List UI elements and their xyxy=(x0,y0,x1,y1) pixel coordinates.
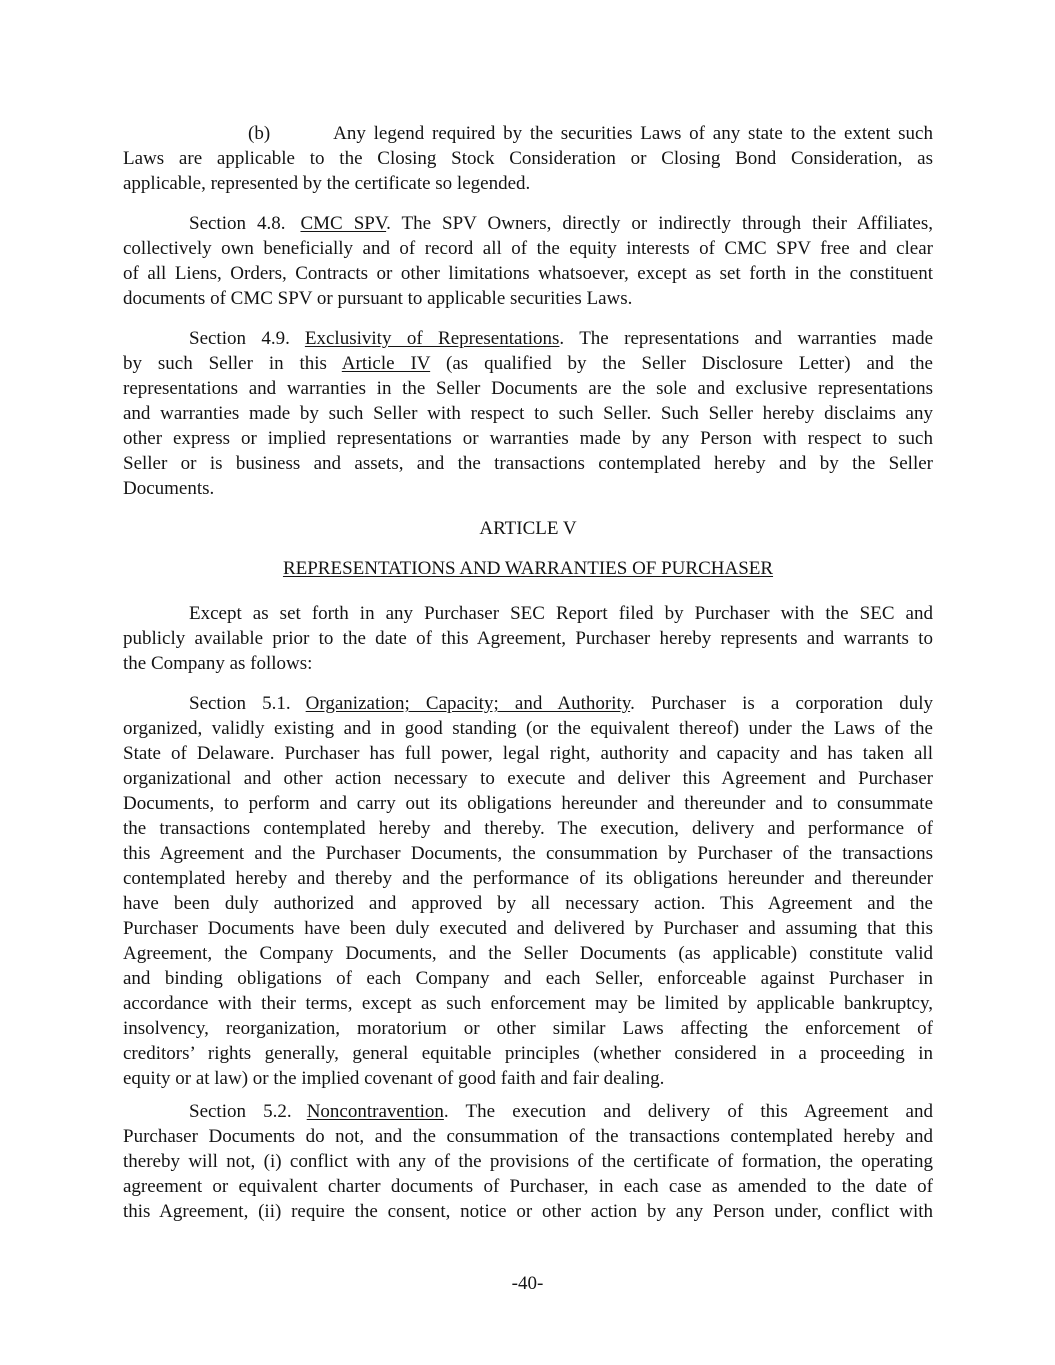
section-4-9 xyxy=(123,326,933,501)
text-segment: Section 5.1. xyxy=(189,693,291,714)
underlined-text: CMC SPV xyxy=(300,213,387,234)
page-number: -40- xyxy=(511,1273,544,1294)
text-line xyxy=(123,1174,933,1199)
text-segment: accordance with their terms, except as such enforcement may be limited by applicable bankruptcy, xyxy=(123,993,933,1014)
text-line xyxy=(123,146,933,171)
text-line xyxy=(123,991,933,1016)
text-segment: and binding obligations of each Company and each Seller, enforceable against Purchaser in xyxy=(123,968,933,989)
text-segment: applicable, represented by the certificate so legended. xyxy=(123,173,531,194)
underlined-text: Organization; Capacity; and Authority xyxy=(305,693,631,714)
text-line xyxy=(123,916,933,941)
underlined-text: Exclusivity of Representations xyxy=(304,328,560,349)
text-line xyxy=(123,691,933,716)
text-segment: organized, validly existing and in good standing (or the equivalent thereof) under the Laws of the xyxy=(123,718,933,739)
text-segment: Section 4.9. xyxy=(189,328,290,349)
text-segment: Purchaser Documents have been duly executed and delivered by Purchaser and assuming that this xyxy=(123,918,933,939)
text-line xyxy=(123,426,933,451)
article-v-heading xyxy=(123,516,933,541)
text-line xyxy=(123,211,933,236)
text-line xyxy=(123,1149,933,1174)
text-segment: Documents, to perform and carry out its obligations hereunder and thereunder and to consummate xyxy=(123,793,933,814)
text-segment: and warranties made by such Seller with respect to such Seller. Such Seller hereby disclaims any xyxy=(123,403,933,424)
paragraph-except xyxy=(123,601,933,676)
text-line xyxy=(123,401,933,426)
text-segment: other express or implied representations or warranties made by any Person with respect to such xyxy=(123,428,933,449)
text-segment: Purchaser Documents do not, and the consummation of the transactions contemplated hereby and xyxy=(123,1126,933,1147)
text-line xyxy=(123,326,933,351)
text-line xyxy=(123,476,933,501)
text-line xyxy=(123,866,933,891)
text-segment: collectively own beneficially and of record all of the equity interests of CMC SPV free and clear xyxy=(123,238,933,259)
section-4-8 xyxy=(123,211,933,311)
text-segment: Laws are applicable to the Closing Stock Consideration or Closing Bond Consideration, as xyxy=(123,148,933,169)
tab-spacer xyxy=(123,138,248,139)
text-segment: Seller or is business and assets, and the transactions contemplated hereby and by the Seller xyxy=(123,453,933,474)
section-5-1 xyxy=(123,691,933,1091)
tab-spacer xyxy=(292,1116,307,1117)
tab-spacer xyxy=(123,1116,189,1117)
text-line xyxy=(123,941,933,966)
text-segment: Except as set forth in any Purchaser SEC Report filed by Purchaser with the SEC and xyxy=(189,603,933,624)
text-segment: contemplated hereby and thereby and the performance of its obligations hereunder and thereunder xyxy=(123,868,933,889)
text-line xyxy=(123,966,933,991)
text-segment: (b) xyxy=(248,123,271,144)
text-segment: agreement or equivalent charter documents of Purchaser, in each case as amended to the date of xyxy=(123,1176,933,1197)
text-line xyxy=(123,1016,933,1041)
article-v-heading-text: ARTICLE V xyxy=(479,518,577,539)
section-5-2 xyxy=(123,1099,933,1224)
text-segment: organizational and other action necessary to execute and deliver this Agreement and Purchaser xyxy=(123,768,933,789)
text-line xyxy=(123,236,933,261)
text-line xyxy=(123,121,933,146)
text-segment: insolvency, reorganization, moratorium or other similar Laws affecting the enforcement of xyxy=(123,1018,933,1039)
text-segment: the Company as follows: xyxy=(123,653,313,674)
text-segment: by such Seller in this xyxy=(123,353,342,374)
document-content xyxy=(123,121,933,1239)
text-line xyxy=(123,766,933,791)
tab-spacer xyxy=(270,138,333,139)
text-line xyxy=(123,351,933,376)
text-line xyxy=(123,1041,933,1066)
paragraph-b xyxy=(123,121,933,196)
tab-spacer xyxy=(123,343,189,344)
tab-spacer xyxy=(290,343,305,344)
tab-spacer xyxy=(123,228,189,229)
text-segment: publicly available prior to the date of this Agreement, Purchaser hereby represents and warrants to xyxy=(123,628,933,649)
text-line xyxy=(123,1124,933,1149)
text-line xyxy=(123,286,933,311)
text-segment: thereby will not, (i) conflict with any of the provisions of the certificate of formation, the operating xyxy=(123,1151,933,1172)
text-segment: Section 5.2. xyxy=(189,1101,292,1122)
text-line xyxy=(123,1199,933,1224)
text-line xyxy=(123,816,933,841)
text-segment: Documents. xyxy=(123,478,215,499)
text-line xyxy=(123,791,933,816)
text-segment: Agreement, the Company Documents, and the Seller Documents (as applicable) constitute valid xyxy=(123,943,933,964)
text-segment: this Agreement and the Purchaser Documents, the consummation by Purchaser of the transactions xyxy=(123,843,933,864)
text-segment: documents of CMC SPV or pursuant to applicable securities Laws. xyxy=(123,288,633,309)
text-line xyxy=(123,1099,933,1124)
text-segment: . The SPV Owners, directly or indirectly through their Affiliates, xyxy=(386,213,933,234)
representations-heading-text: REPRESENTATIONS AND WARRANTIES OF PURCHASER xyxy=(282,558,774,579)
text-segment: of all Liens, Orders, Contracts or other limitations whatsoever, except as set forth in the constituent xyxy=(123,263,933,284)
text-segment: (as qualified by the Seller Disclosure Letter) and the xyxy=(430,353,933,374)
underlined-text: Article IV xyxy=(341,353,431,374)
text-segment: the transactions contemplated hereby and thereby. The execution, delivery and performance of xyxy=(123,818,933,839)
text-line xyxy=(123,1066,933,1091)
text-segment: Section 4.8. xyxy=(189,213,286,234)
text-segment: have been duly authorized and approved by all necessary action. This Agreement and the xyxy=(123,893,933,914)
text-line xyxy=(123,376,933,401)
text-line xyxy=(123,651,933,676)
representations-heading xyxy=(123,556,933,581)
text-line xyxy=(123,626,933,651)
tab-spacer xyxy=(123,708,189,709)
text-segment: . The representations and warranties made xyxy=(559,328,934,349)
text-line xyxy=(123,891,933,916)
underlined-text: Noncontravention xyxy=(306,1101,444,1122)
text-line xyxy=(123,841,933,866)
text-line xyxy=(123,716,933,741)
text-segment: . Purchaser is a corporation duly xyxy=(630,693,933,714)
text-line xyxy=(123,171,933,196)
text-line xyxy=(123,451,933,476)
text-segment: equity or at law) or the implied covenant of good faith and fair dealing. xyxy=(123,1068,665,1089)
tab-spacer xyxy=(291,708,306,709)
text-segment: . The execution and delivery of this Agreement and xyxy=(443,1101,933,1122)
text-line xyxy=(123,741,933,766)
text-line xyxy=(123,601,933,626)
text-segment: representations and warranties in the Seller Documents are the sole and exclusive representations xyxy=(123,378,933,399)
text-segment: State of Delaware. Purchaser has full power, legal right, authority and capacity and has taken all xyxy=(123,743,933,764)
tab-spacer xyxy=(123,618,189,619)
text-segment: this Agreement, (ii) require the consent, notice or other action by any Person under, conflict with xyxy=(123,1201,933,1222)
tab-spacer xyxy=(285,228,300,229)
text-line xyxy=(123,261,933,286)
text-segment: creditors’ rights generally, general equitable principles (whether considered in a proceeding in xyxy=(123,1043,933,1064)
text-segment: Any legend required by the securities Laws of any state to the extent such xyxy=(333,123,933,144)
